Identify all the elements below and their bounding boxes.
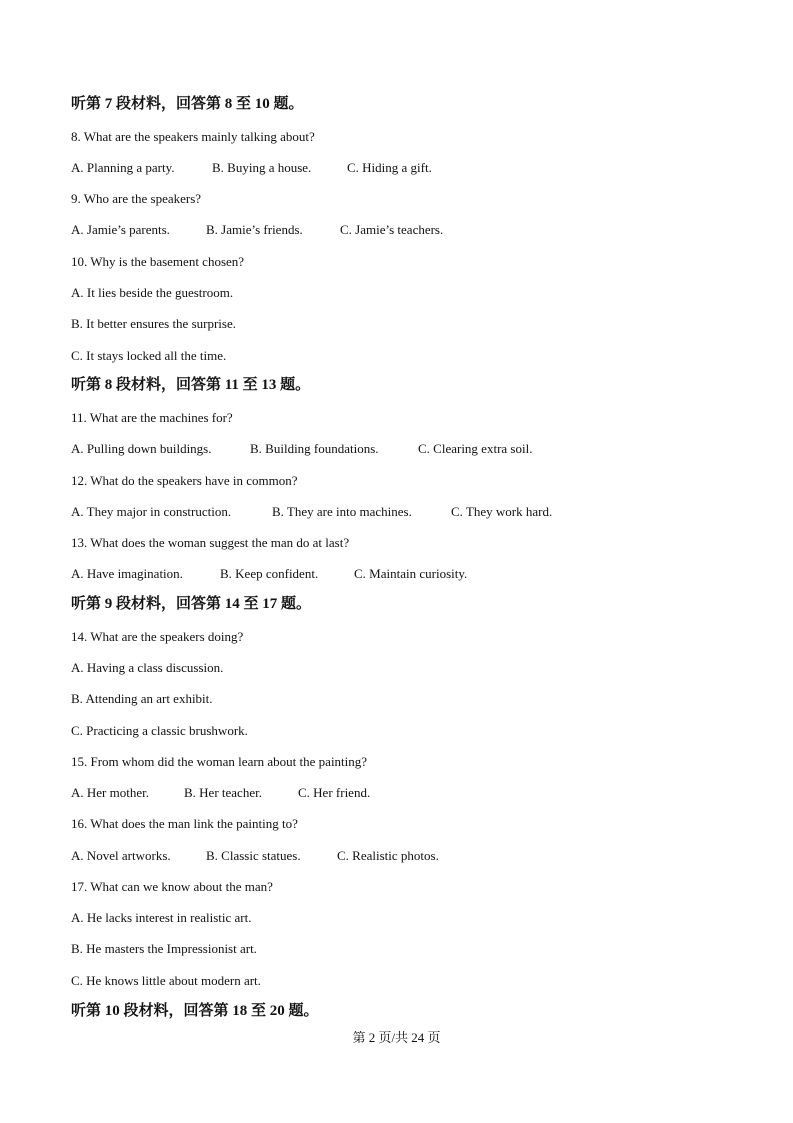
section-heading-10: 听第 10 段材料，回答第 18 至 20 题。 [71,1003,319,1019]
option-9b: B. Jamie’s friends. [206,222,303,237]
option-8b: B. Buying a house. [212,160,312,175]
option-9a: A. Jamie’s parents. [71,222,170,237]
option-14a: A. Having a class discussion. [71,660,224,675]
section-heading-7: 听第 7 段材料，回答第 8 至 10 题。 [71,96,304,112]
section-heading-8: 听第 8 段材料，回答第 11 至 13 题。 [71,377,311,393]
question-13: 13. What does the woman suggest the man do at last? [71,535,350,550]
option-17c: C. He knows little about modern art. [71,973,261,988]
question-9: 9. Who are the speakers? [71,191,202,206]
option-8c: C. Hiding a gift. [347,160,432,175]
option-13c: C. Maintain curiosity. [354,566,468,581]
question-8: 8. What are the speakers mainly talking about? [71,129,315,144]
option-10a: A. It lies beside the guestroom. [71,285,234,300]
option-13a: A. Have imagination. [71,566,183,581]
page-footer: 第 2 页/共 24 页 [352,1030,441,1045]
option-10b: B. It better ensures the surprise. [71,316,236,331]
option-14b: B. Attending an art exhibit. [71,691,213,706]
section-heading-9: 听第 9 段材料，回答第 14 至 17 题。 [71,596,312,612]
option-16a: A. Novel artworks. [71,848,171,863]
option-10c: C. It stays locked all the time. [71,348,227,363]
question-17: 17. What can we know about the man? [71,879,273,894]
option-15a: A. Her mother. [71,785,149,800]
option-12c: C. They work hard. [451,504,553,519]
question-10: 10. Why is the basement chosen? [71,254,245,269]
option-13b: B. Keep confident. [220,566,319,581]
option-17a: A. He lacks interest in realistic art. [71,910,252,925]
option-12a: A. They major in construction. [71,504,232,519]
option-15c: C. Her friend. [298,785,371,800]
question-11: 11. What are the machines for? [71,410,233,425]
question-14: 14. What are the speakers doing? [71,629,244,644]
option-16c: C. Realistic photos. [337,848,439,863]
option-16b: B. Classic statues. [206,848,301,863]
option-9c: C. Jamie’s teachers. [340,222,444,237]
option-12b: B. They are into machines. [272,504,412,519]
option-11b: B. Building foundations. [250,441,379,456]
question-16: 16. What does the man link the painting to? [71,816,298,831]
option-14c: C. Practicing a classic brushwork. [71,723,248,738]
question-15: 15. From whom did the woman learn about the painting? [71,754,368,769]
option-11a: A. Pulling down buildings. [71,441,212,456]
option-15b: B. Her teacher. [184,785,262,800]
option-8a: A. Planning a party. [71,160,175,175]
option-17b: B. He masters the Impressionist art. [71,941,257,956]
question-12: 12. What do the speakers have in common? [71,473,298,488]
option-11c: C. Clearing extra soil. [418,441,533,456]
